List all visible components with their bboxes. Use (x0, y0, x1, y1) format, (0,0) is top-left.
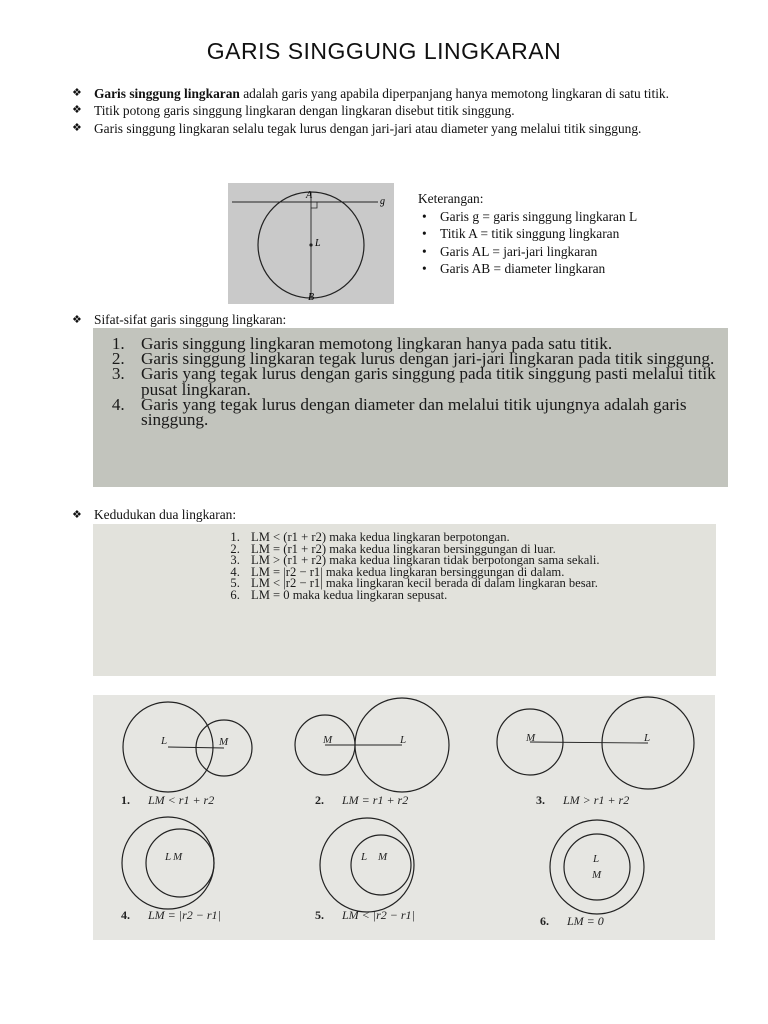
diamond-bullet-icon: ❖ (72, 314, 82, 326)
tangent-figure (228, 183, 394, 304)
kedudukan-item: 1. LM < (r1 + r2) maka kedua lingkaran berpotongan. (243, 532, 716, 544)
keterangan-heading: Keterangan: (418, 191, 484, 206)
bullet-item (72, 120, 720, 137)
diagram-6-label-m: M (592, 869, 602, 881)
bullet-text: adalah garis yang apabila diperpanjang hanya memotong lingkaran di satu titik. (239, 86, 669, 101)
sifat-item: 2. Garis singgung lingkaran tegak lurus dengan jari-jari lingkaran pada titik singgung. (129, 351, 728, 366)
kedudukan-heading-row (72, 507, 236, 524)
bullet-item (72, 85, 720, 102)
diagram-4-label-m: M (173, 851, 183, 863)
sifat-item: 4. Garis yang tegak lurus dengan diameter dan melalui titik ujungnya adalah garis singgung. (129, 397, 728, 427)
kedudukan-item: 3. LM > (r1 + r2) maka kedua lingkaran tidak berpotongan sama sekali. (243, 555, 716, 567)
diagram-5-label-m: M (378, 851, 388, 863)
diagram-1-label-m: M (219, 736, 229, 748)
diagram-4-label-l: L (165, 851, 172, 863)
sifat-heading-row (72, 312, 286, 329)
diagram-4 (122, 817, 214, 909)
keterangan-item: • Garis AB = diameter lingkaran (418, 260, 637, 278)
circle-positions-svg (93, 695, 715, 940)
center-point-l (309, 243, 312, 246)
bullet-text: Titik potong garis singgung lingkaran dengan lingkaran disebut titik singgung. (94, 103, 515, 119)
kedudukan-list (93, 524, 716, 602)
diamond-bullet-icon: ❖ (72, 509, 82, 521)
label-g: g (380, 196, 385, 207)
diagram-3-caption: 3. LM > r1 + r2 (536, 793, 630, 807)
keterangan-item: • Garis AL = jari-jari lingkaran (418, 243, 637, 261)
label-l: L (315, 238, 321, 249)
sifat-item: 1. Garis singgung lingkaran memotong lingkaran hanya pada satu titik. (129, 336, 728, 351)
circle-positions-photo (93, 695, 715, 940)
diagram-3-label-m: M (526, 732, 536, 744)
diagram-1 (123, 702, 252, 792)
bullet-bold-term: Garis singgung lingkaran (94, 86, 240, 101)
label-b: B (308, 292, 315, 303)
diagram-1-label-l: L (161, 735, 168, 747)
kedudukan-item: 2. LM = (r1 + r2) maka kedua lingkaran bersinggungan di luar. (243, 544, 716, 556)
diagram-5-caption: 5. LM < |r2 − r1| (315, 908, 415, 922)
tangent-figure-svg (228, 183, 394, 304)
sifat-heading: Sifat-sifat garis singgung lingkaran: (94, 312, 287, 327)
diagram-2-caption: 2. LM = r1 + r2 (315, 793, 409, 807)
kedudukan-item: 6. LM = 0 maka kedua lingkaran sepusat. (243, 590, 716, 602)
intro-bullets (72, 85, 720, 137)
diagram-6-label-l: L (593, 853, 600, 865)
diamond-bullet-icon: ❖ (72, 87, 82, 99)
kedudukan-item: 5. LM < |r2 − r1| maka lingkaran kecil berada di dalam lingkaran besar. (243, 578, 716, 590)
keterangan-item: • Garis g = garis singgung lingkaran L (418, 208, 637, 226)
sifat-photo (93, 328, 728, 487)
sifat-list (93, 328, 728, 430)
diagram-5 (320, 818, 414, 912)
diagram-4-caption: 4. LM = |r2 − r1| (121, 908, 221, 922)
bullet-item (72, 102, 720, 119)
bullet-text: Garis singgung lingkaran selalu tegak lurus dengan jari-jari atau diameter yang melalui titik singgung. (94, 120, 642, 136)
kedudukan-photo (93, 524, 716, 676)
kedudukan-item: 4. LM = |r2 − r1| maka kedua lingkaran bersinggungan di dalam. (243, 567, 716, 579)
diagram-2-label-l: L (400, 734, 407, 746)
diagram-1-caption: 1. LM < r1 + r2 (121, 793, 215, 807)
keterangan-item: • Titik A = titik singgung lingkaran (418, 225, 637, 243)
diagram-5-label-l: L (361, 851, 368, 863)
diagram-2-label-m: M (323, 734, 333, 746)
diagram-3-label-l: L (644, 732, 651, 744)
kedudukan-heading: Kedudukan dua lingkaran: (94, 507, 237, 522)
sifat-item: 3. Garis yang tegak lurus dengan garis singgung pada titik singgung pasti melalui titik pusat lingkaran. (129, 366, 728, 396)
keterangan-box (418, 190, 637, 278)
keterangan-list (418, 208, 637, 278)
diamond-bullet-icon: ❖ (72, 104, 82, 117)
page-title: GARIS SINGGUNG LINGKARAN (206, 38, 562, 64)
label-a: A (306, 190, 313, 201)
diagram-6-caption: 6. LM = 0 (540, 914, 604, 928)
right-angle-mark (311, 202, 317, 208)
diagram-6 (550, 820, 644, 914)
diamond-bullet-icon: ❖ (72, 121, 82, 134)
diagram-2 (295, 698, 449, 792)
